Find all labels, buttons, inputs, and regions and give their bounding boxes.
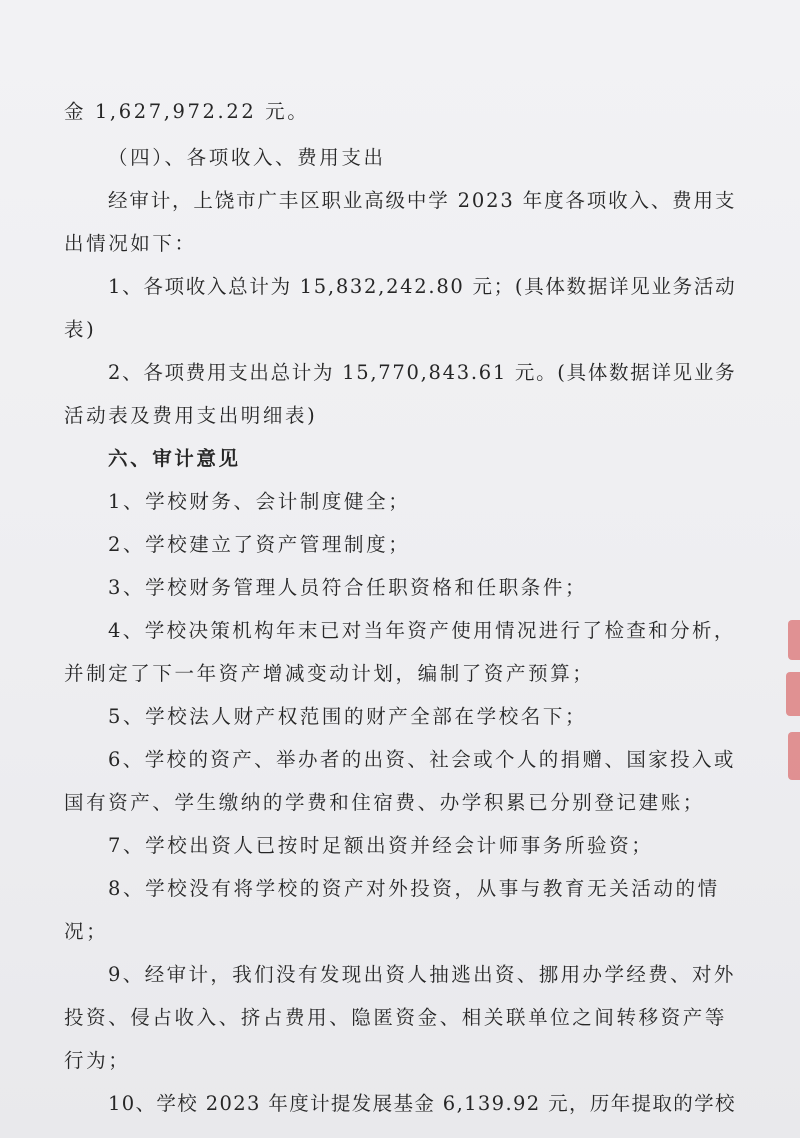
text-line-14: 并制定了下一年资产增减变动计划，编制了资产预算；	[64, 662, 595, 685]
text-line-23: 行为；	[64, 1049, 131, 1072]
text-line-7: 2、各项费用支出总计为 15,770,843.61 元。(具体数据详见业务	[108, 361, 737, 384]
text-line-11: 2、学校建立了资产管理制度；	[108, 533, 411, 556]
text-line-1: 金 1,627,972.22 元。	[64, 100, 310, 123]
text-line-8: 活动表及费用支出明细表)	[64, 404, 318, 427]
text-line-24: 10、学校 2023 年度计提发展基金 6,139.92 元，历年提取的学校	[108, 1092, 736, 1115]
text-line-21: 9、经审计，我们没有发现出资人抽逃出资、挪用办学经费、对外	[108, 963, 736, 986]
text-line-19: 8、学校没有将学校的资产对外投资，从事与教育无关活动的情	[108, 877, 720, 900]
text-line-17: 国有资产、学生缴纳的学费和住宿费、办学积累已分别登记建账；	[64, 791, 705, 814]
text-line-22: 投资、侵占收入、挤占费用、隐匿资金、相关联单位之间转移资产等	[64, 1006, 728, 1029]
section-heading-income-expense: （四）、各项收入、费用支出	[108, 146, 386, 169]
text-line-12: 3、学校财务管理人员符合任职资格和任职条件；	[108, 576, 588, 599]
text-line-16: 6、学校的资产、举办者的出资、社会或个人的捐赠、国家投入或	[108, 748, 736, 771]
text-line-5: 1、各项收入总计为 15,832,242.80 元；(具体数据详见业务活动	[108, 275, 737, 298]
text-line-4: 出情况如下：	[64, 232, 197, 255]
text-line-13: 4、学校决策机构年末已对当年资产使用情况进行了检查和分析，	[108, 619, 736, 642]
red-seal-edge-mark	[784, 620, 800, 790]
section-heading-audit-opinion: 六、审计意见	[108, 447, 241, 470]
text-line-3: 经审计，上饶市广丰区职业高级中学 2023 年度各项收入、费用支	[108, 189, 737, 212]
text-line-18: 7、学校出资人已按时足额出资并经会计师事务所验资；	[108, 834, 654, 857]
text-line-15: 5、学校法人财产权范围的财产全部在学校名下；	[108, 705, 588, 728]
text-line-20: 况；	[64, 920, 109, 943]
text-line-6: 表)	[64, 318, 97, 341]
text-line-10: 1、学校财务、会计制度健全；	[108, 490, 411, 513]
